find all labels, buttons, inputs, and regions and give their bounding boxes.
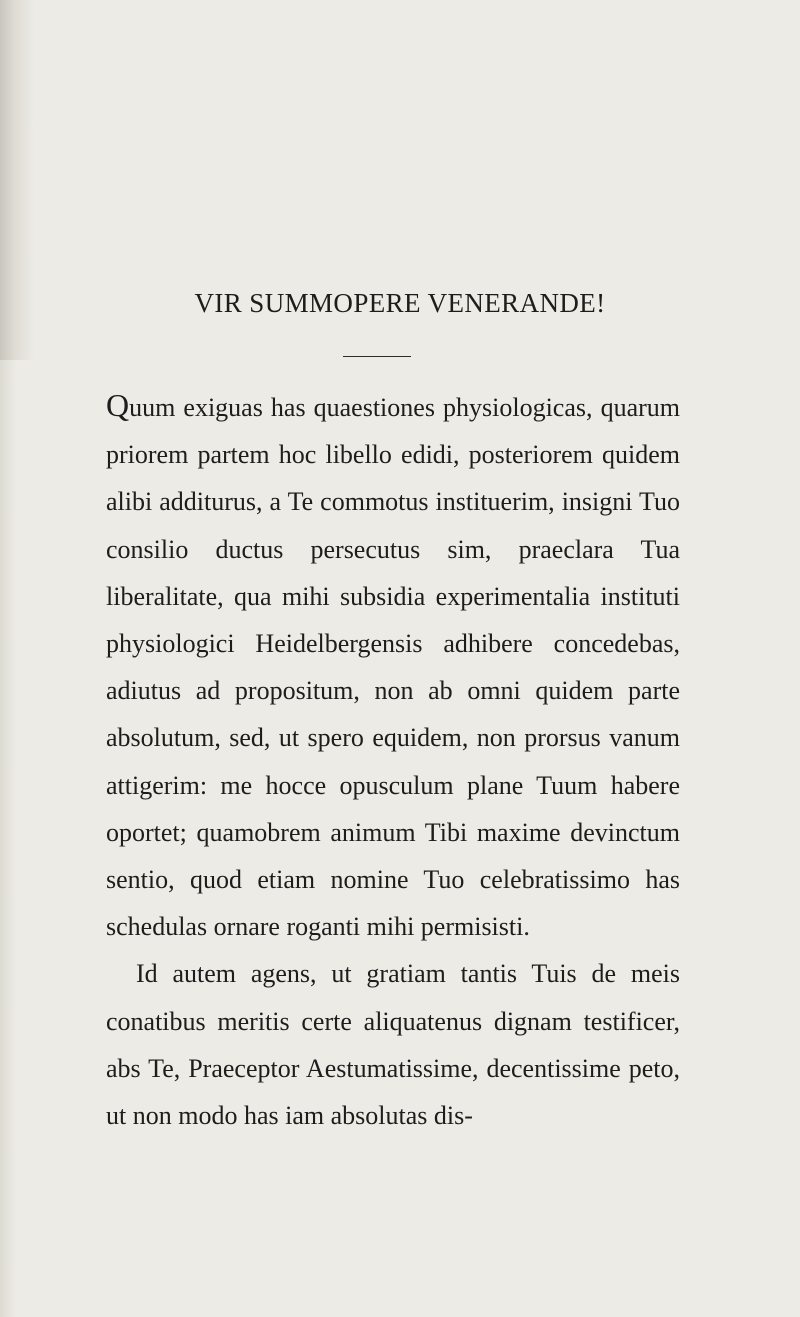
paragraph-2: Id autem agens, ut gratiam tantis Tuis de meis conatibus meritis certe aliquatenus dignam testificer, abs Te, Praeceptor Aestumatissime, decentissime peto, ut non modo has iam absolutas dis- bbox=[106, 959, 680, 1131]
heading-divider bbox=[343, 356, 411, 357]
body-text bbox=[106, 382, 680, 1139]
dedication-heading: VIR SUMMOPERE VENERANDE! bbox=[194, 288, 606, 318]
paragraph-1: Quum exiguas has quaestiones physiologicas, quarum priorem partem hoc libello edidi, posteriorem quidem alibi additurus, a Te commotus instituerim, insigni Tuo consilio ductus persecutus sim, praeclara Tua liberalitate, qua mihi subsidia experimentalia instituti physiologici Heidelbergensis adhibere concedebas, adiutus ad propositum, non ab omni quidem parte absolutum, sed, ut spero equidem, non prorsus vanum attigerim: me hocce opusculum plane Tuum habere oportet; quamobrem animum Tibi maxime devinctum sentio, quod etiam nomine Tuo celebratissimo has schedulas ornare roganti mihi permisisti. bbox=[106, 387, 680, 942]
page-edge-shadow-lower bbox=[0, 360, 16, 1317]
